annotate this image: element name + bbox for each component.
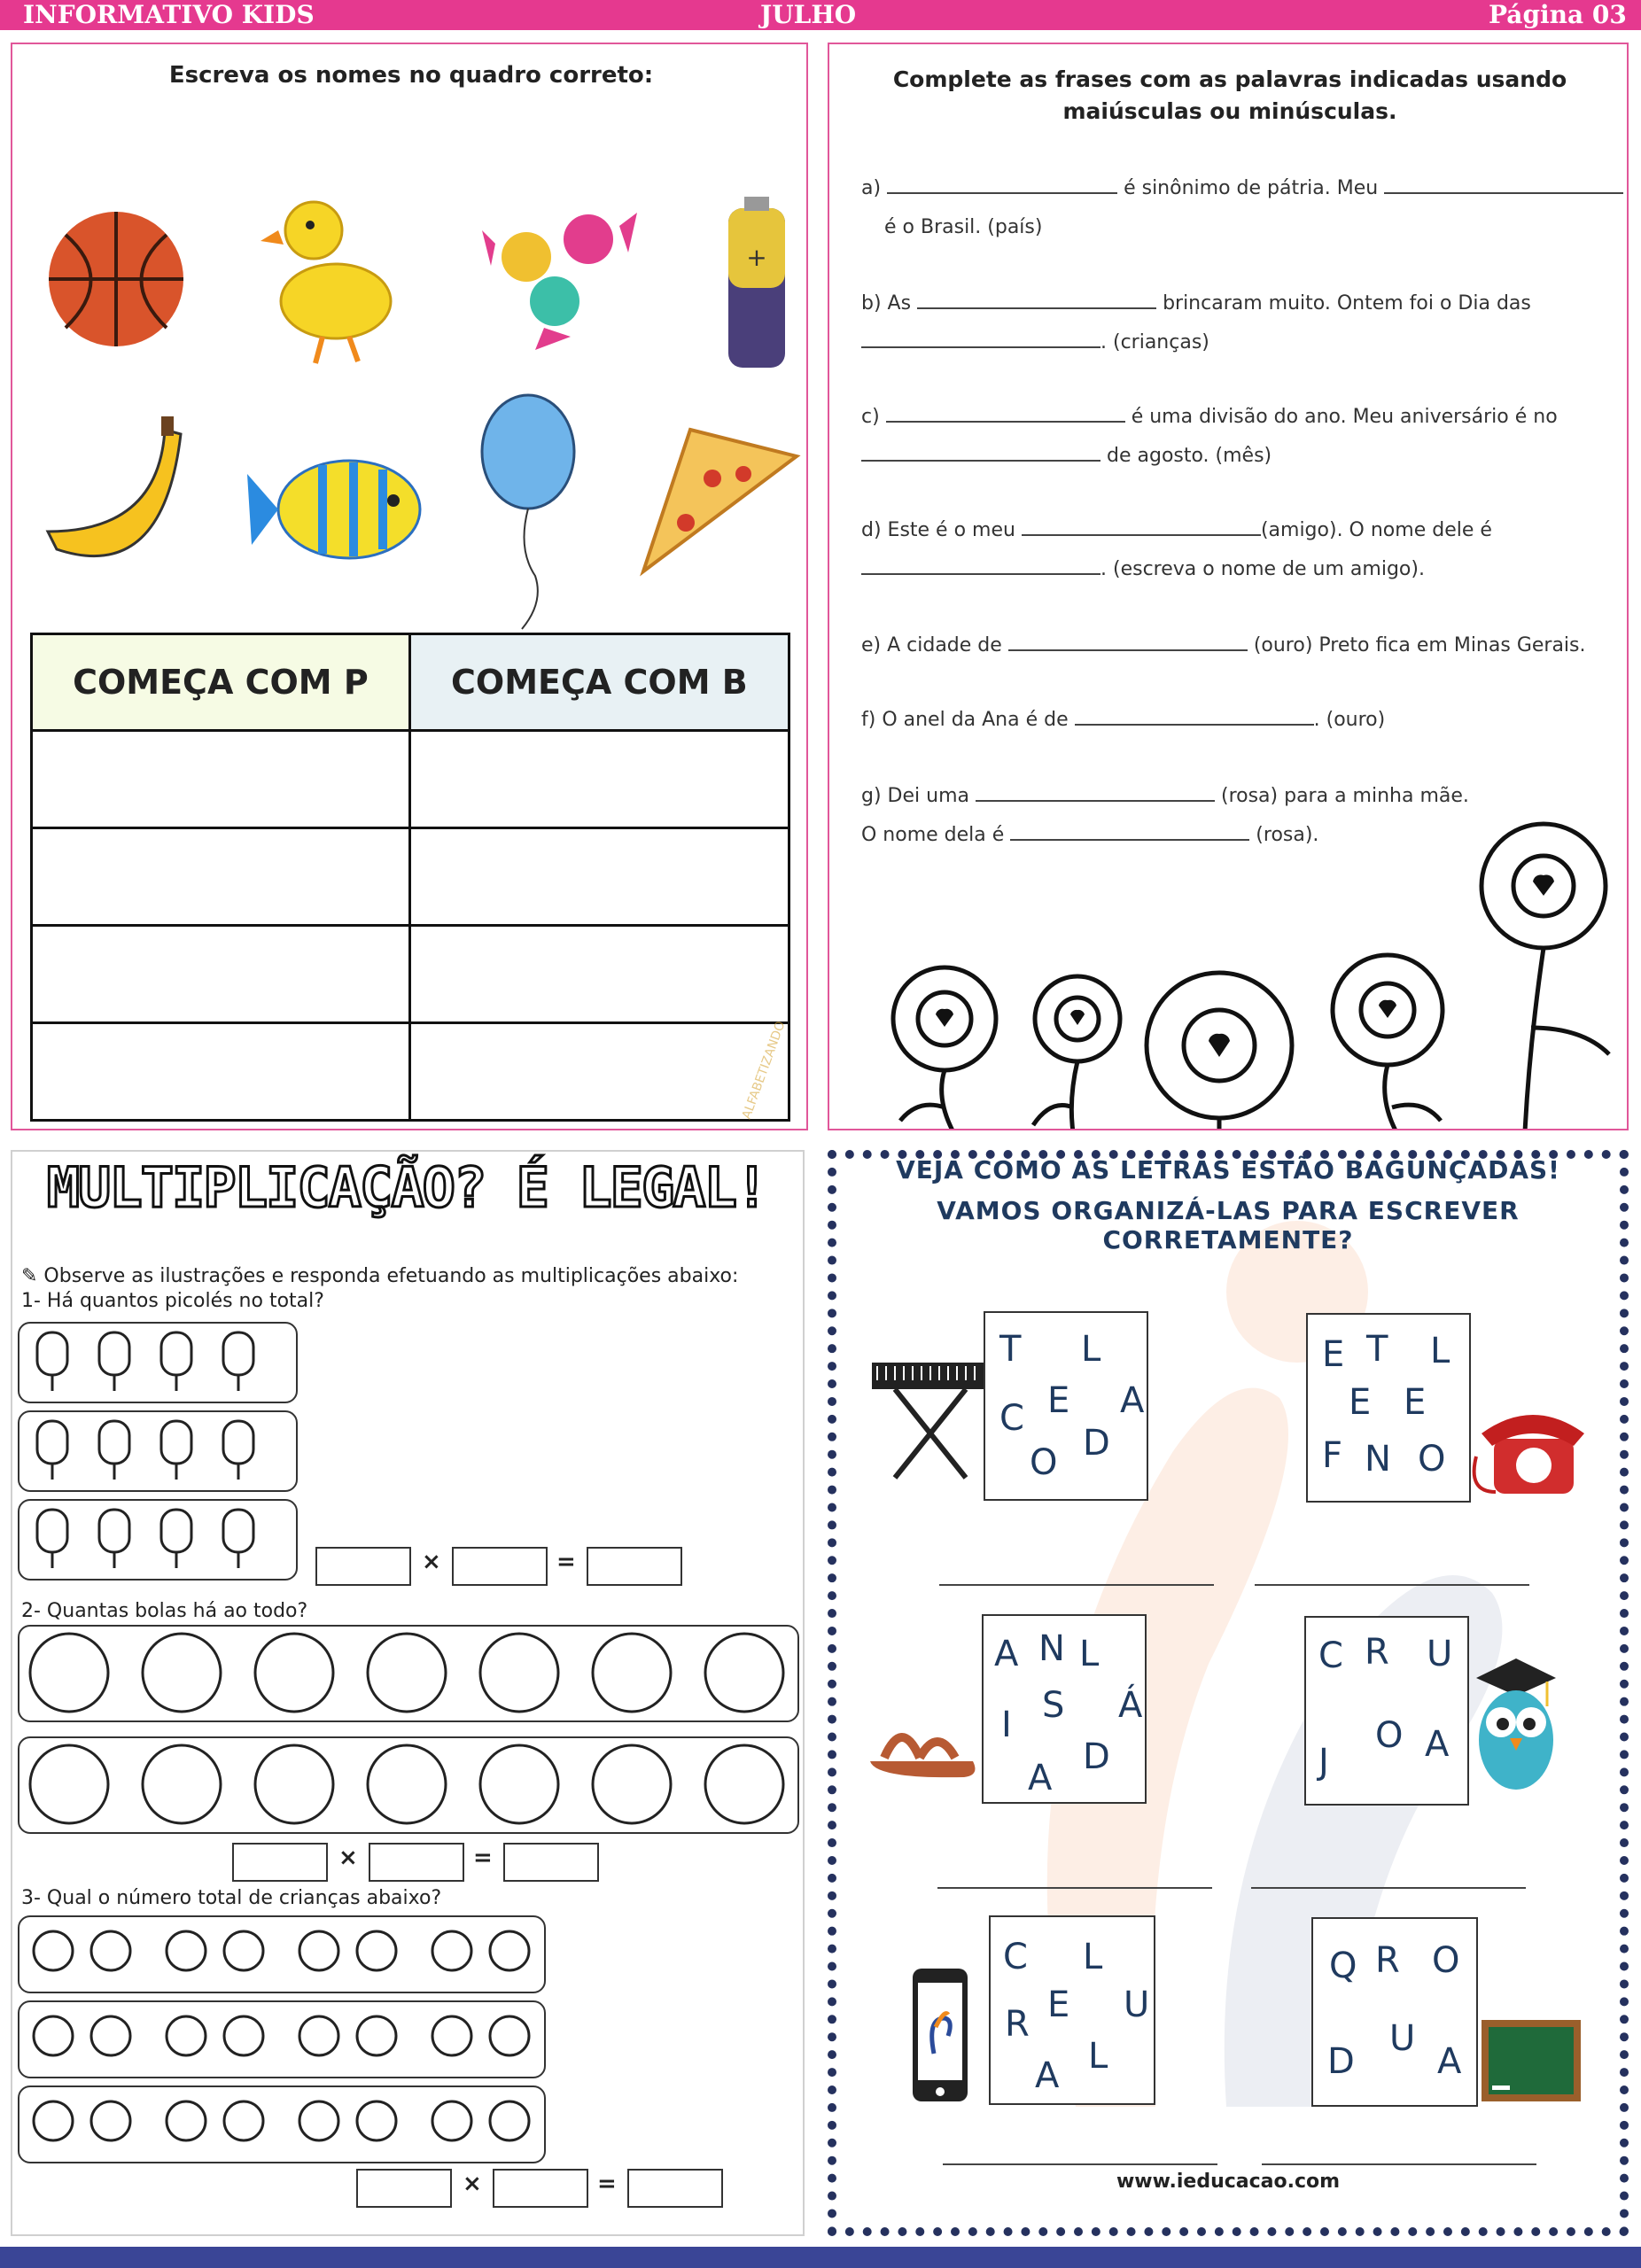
equals-sign-1: = — [556, 1549, 576, 1575]
keyboard-icon — [868, 1354, 992, 1487]
cell-p-4[interactable] — [32, 1023, 410, 1121]
equals-sign-2: = — [473, 1845, 493, 1871]
footer-bar — [0, 2247, 1641, 2268]
blackboard-icon — [1480, 2018, 1583, 2103]
answer-line-6[interactable] — [1262, 2163, 1536, 2165]
telephone-icon — [1469, 1403, 1593, 1501]
panel2-title: Complete as frases com as palavras indicadas usando maiúsculas ou minúsculas. — [892, 66, 1567, 124]
question-1: 1- Há quantos picolés no total? — [21, 1290, 324, 1312]
balls-icon — [18, 1625, 796, 1830]
multiplication-panel — [11, 1150, 805, 2236]
website-text: www.ieducacao.com — [1116, 2171, 1341, 2193]
balloon-icon — [482, 395, 574, 629]
answer-line-5[interactable] — [943, 2163, 1217, 2165]
equals-sign-3: = — [597, 2171, 617, 2197]
sentence-d: d) Este é o meu (amigo). O nome dele é — [861, 512, 1492, 549]
sentence-c: c) é uma divisão do ano. Meu aniversário é no — [861, 399, 1558, 436]
sentence-d-cont: . (escreva o nome de um amigo). — [861, 551, 1425, 588]
instruction-line-2: VAMOS ORGANIZÁ-LAS PARA ESCREVER CORRETAMENTE? — [937, 1196, 1520, 1254]
sentence-g-cont: O nome dela é (rosa). — [861, 817, 1318, 854]
sentence-g: g) Dei uma (rosa) para a minha mãe. — [861, 778, 1469, 815]
popsicles-icon — [18, 1322, 294, 1579]
pizza-icon — [643, 430, 797, 571]
header-bar — [0, 0, 1641, 30]
sentence-a-cont: é o Brasil. (país) — [884, 216, 1043, 238]
cell-b-2[interactable] — [409, 828, 789, 926]
sentence-b-cont: . (crianças) — [861, 324, 1209, 361]
banana-icon — [48, 416, 181, 556]
answer-box-1b[interactable] — [452, 1547, 548, 1586]
letter-box-2: E T L E E F N O — [1306, 1313, 1471, 1503]
answer-box-1a[interactable] — [315, 1547, 411, 1586]
sort-table — [30, 633, 790, 1122]
header-left: INFORMATIVO KIDS — [23, 0, 315, 29]
watermark-stamp: ALFABETIZANDO — [739, 1019, 789, 1122]
sentence-a: a) é sinônimo de pátria. Meu — [861, 170, 1623, 207]
answer-box-3a[interactable] — [356, 2169, 452, 2208]
picture-items — [12, 159, 808, 656]
sandal-icon — [867, 1699, 982, 1788]
times-sign-1: × — [422, 1549, 441, 1575]
answer-line-2[interactable] — [1255, 1584, 1529, 1586]
header-right: Página 03 — [1489, 0, 1627, 29]
duck-icon — [261, 202, 391, 363]
fish-icon — [247, 461, 420, 558]
cell-p-2[interactable] — [32, 828, 410, 926]
complete-sentences-panel — [828, 43, 1629, 1130]
cell-p-3[interactable] — [32, 926, 410, 1023]
answer-box-3c[interactable] — [627, 2169, 723, 2208]
answer-box-2c[interactable] — [503, 1843, 599, 1882]
roses-illustration — [829, 762, 1629, 1130]
times-sign-3: × — [463, 2171, 482, 2197]
instruction-text: ✎ Observe as ilustrações e responda efetuando as multiplicações abaixo: — [21, 1265, 739, 1287]
cell-p-1[interactable] — [32, 731, 410, 828]
letter-box-1: T L C E A O D — [984, 1311, 1148, 1501]
cell-b-3[interactable] — [409, 926, 789, 1023]
letter-box-5: C L E U R A L — [989, 1915, 1155, 2105]
answer-line-1[interactable] — [939, 1584, 1214, 1586]
letter-box-4: C R U O J A — [1304, 1616, 1469, 1806]
instruction-line-1: VEJA COMO AS LETRAS ESTÃO BAGUNÇADAS! — [896, 1155, 1560, 1184]
answer-box-2a[interactable] — [232, 1843, 328, 1882]
svg-text:+: + — [746, 243, 767, 272]
cell-b-1[interactable] — [409, 731, 789, 828]
battery-icon — [728, 197, 785, 368]
cell-b-4[interactable] — [409, 1023, 789, 1121]
times-sign-2: × — [338, 1845, 358, 1871]
letter-box-3: A N L S Á I A D — [982, 1614, 1147, 1804]
question-3: 3- Qual o número total de crianças abaixo? — [21, 1887, 442, 1909]
column-b-header: COMEÇA COM B — [409, 634, 789, 731]
answer-box-1c[interactable] — [587, 1547, 682, 1586]
children-icon — [18, 1915, 542, 2160]
answer-line-3[interactable] — [937, 1887, 1212, 1889]
sentence-b: b) As brincaram muito. Ontem foi o Dia das — [861, 285, 1531, 322]
cellphone-icon — [909, 1965, 971, 2107]
header-center: JULHO — [760, 0, 857, 29]
answer-line-4[interactable] — [1251, 1887, 1526, 1889]
owl-icon — [1467, 1651, 1565, 1802]
sentence-c-cont: de agosto. (mês) — [861, 438, 1272, 475]
answer-box-2b[interactable] — [369, 1843, 464, 1882]
basketball-icon — [49, 212, 183, 346]
sentence-f: f) O anel da Ana é de . (ouro) — [861, 702, 1385, 739]
sort-words-panel — [11, 43, 808, 1130]
multiplication-title: MULTIPLICAÇÃO? É LEGAL! — [46, 1155, 767, 1220]
sentence-e: e) A cidade de (ouro) Preto fica em Minas Gerais. — [861, 627, 1586, 664]
answer-box-3b[interactable] — [493, 2169, 588, 2208]
letter-box-6: Q R O U D A — [1311, 1917, 1478, 2107]
question-2: 2- Quantas bolas há ao todo? — [21, 1600, 308, 1622]
column-p-header: COMEÇA COM P — [32, 634, 410, 731]
panel1-title: Escreva os nomes no quadro correto: — [168, 62, 654, 89]
candies-icon — [482, 213, 637, 350]
scrambled-letters-panel — [828, 1150, 1629, 2236]
